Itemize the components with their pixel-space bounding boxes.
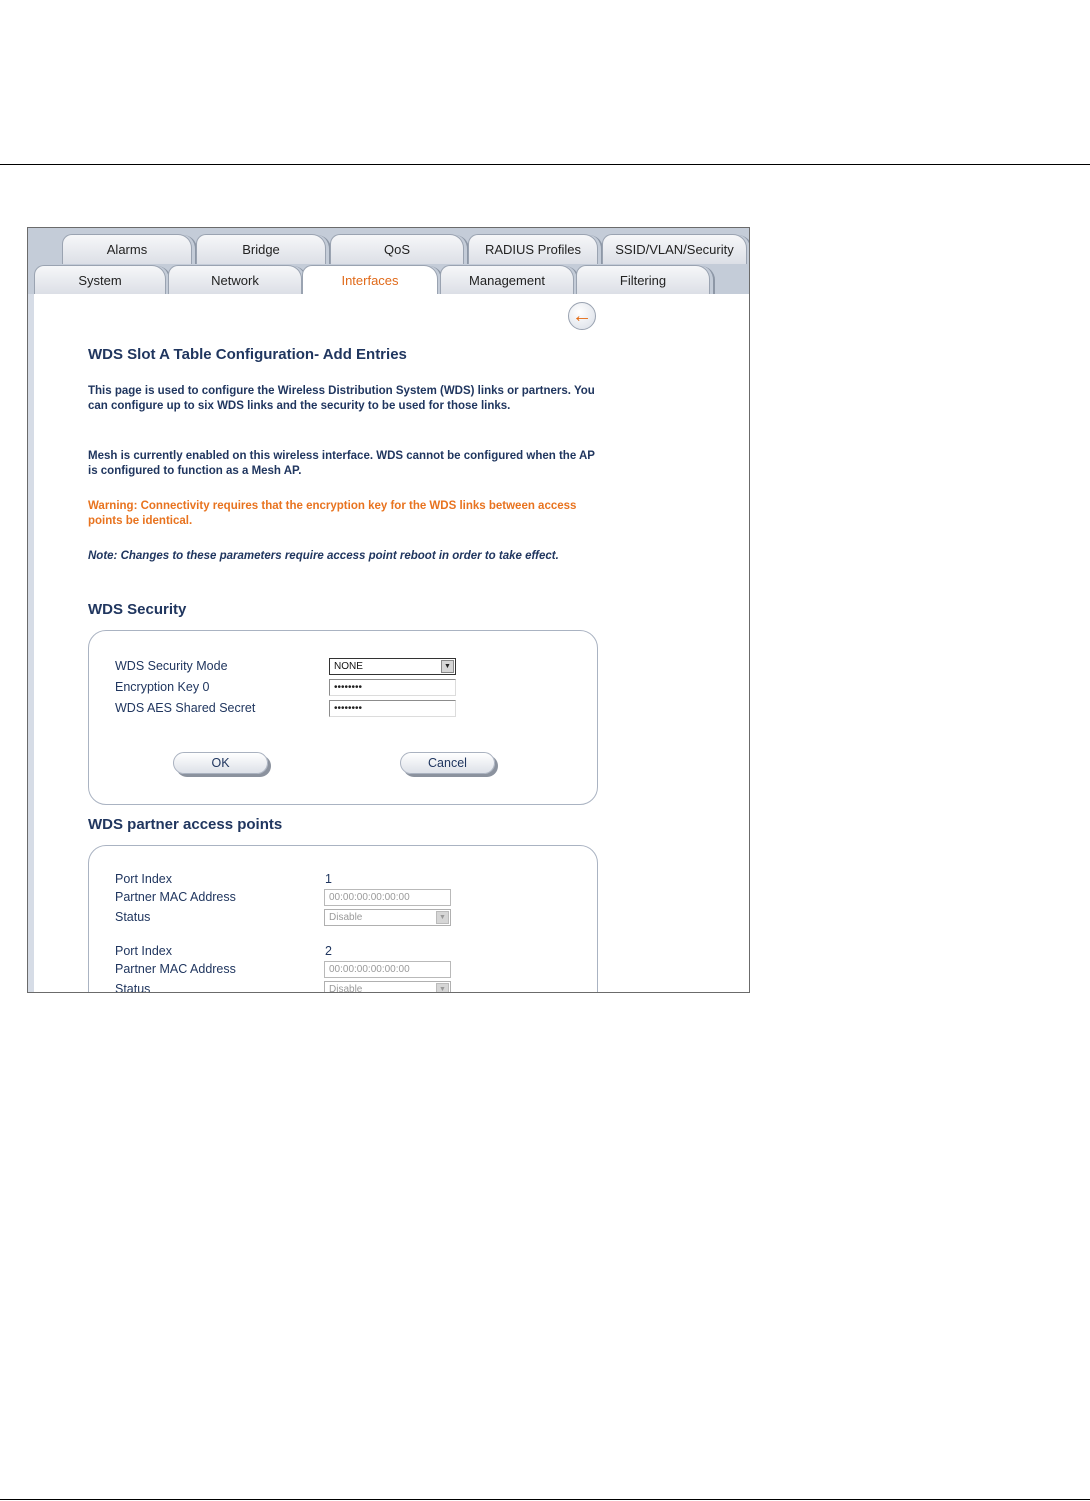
intro-text: This page is used to configure the Wireless Distribution System (WDS) links or partners. You can configure up to six WDS links and the security to be used for those links. bbox=[88, 385, 595, 412]
cancel-button[interactable]: Cancel bbox=[400, 752, 495, 774]
port-index-value: 1 bbox=[325, 872, 332, 886]
status-value: Disable bbox=[329, 984, 363, 993]
tab-filtering[interactable] bbox=[576, 265, 710, 294]
port-index-value: 2 bbox=[325, 944, 332, 958]
security-mode-select[interactable] bbox=[329, 658, 456, 675]
status-label: Status bbox=[115, 982, 151, 993]
tab-network[interactable] bbox=[168, 265, 302, 294]
tab-interfaces[interactable] bbox=[302, 265, 438, 294]
ok-button[interactable]: OK bbox=[173, 752, 268, 774]
back-arrow-glyph: ← bbox=[572, 304, 592, 327]
chevron-down-icon: ▼ bbox=[436, 911, 449, 924]
partner-mac-label: Partner MAC Address bbox=[115, 962, 236, 976]
tab-management[interactable] bbox=[440, 265, 574, 294]
tab-bar bbox=[28, 228, 749, 294]
tab-label: Management bbox=[469, 272, 545, 288]
partners-heading: WDS partner access points bbox=[88, 816, 283, 833]
status-select[interactable] bbox=[324, 909, 451, 926]
back-arrow-icon[interactable] bbox=[568, 302, 596, 330]
content-panel bbox=[28, 294, 749, 992]
page-bottom-rule bbox=[0, 1499, 1090, 1500]
status-select[interactable] bbox=[324, 981, 451, 993]
page-title: WDS Slot A Table Configuration- Add Entries bbox=[88, 346, 407, 363]
chevron-down-icon: ▼ bbox=[441, 660, 454, 673]
tab-radius-profiles[interactable] bbox=[468, 234, 598, 264]
status-label: Status bbox=[115, 910, 151, 924]
tab-system[interactable] bbox=[34, 265, 166, 294]
security-heading: WDS Security bbox=[88, 601, 187, 618]
tab-ssid-vlan-security[interactable] bbox=[602, 234, 747, 264]
tab-bridge[interactable] bbox=[196, 234, 326, 264]
chevron-down-icon: ▼ bbox=[436, 983, 449, 993]
partner-mac-label: Partner MAC Address bbox=[115, 890, 236, 904]
tab-label: System bbox=[78, 272, 122, 288]
tab-label: Interfaces bbox=[341, 272, 399, 288]
tab-label: QoS bbox=[383, 242, 410, 257]
note-text: Note: Changes to these parameters require access point reboot in order to take effect. bbox=[88, 550, 559, 562]
tab-alarms[interactable] bbox=[62, 234, 192, 264]
partner-mac-field[interactable]: 00:00:00:00:00:00 bbox=[324, 889, 451, 906]
tab-label: RADIUS Profiles bbox=[484, 242, 582, 257]
port-index-label: Port Index bbox=[115, 872, 172, 886]
aes-secret-field[interactable]: •••••••• bbox=[329, 700, 456, 717]
tab-label: Bridge bbox=[242, 242, 280, 257]
encryption-key-field[interactable]: •••••••• bbox=[329, 679, 456, 696]
tab-qos[interactable] bbox=[330, 234, 464, 264]
mesh-notice: Mesh is currently enabled on this wireless interface. WDS cannot be configured when the AP is configured to function as a Mesh AP. bbox=[88, 450, 595, 477]
port-index-label: Port Index bbox=[115, 944, 172, 958]
partners-box bbox=[88, 845, 598, 993]
status-value: Disable bbox=[329, 912, 363, 923]
warning-text: Warning: Connectivity requires that the encryption key for the WDS links between access points be identical. bbox=[88, 500, 577, 527]
security-mode-value: NONE bbox=[334, 661, 363, 672]
page-top-rule bbox=[0, 164, 1090, 165]
tab-label: Filtering bbox=[619, 272, 667, 288]
tab-label: Alarms bbox=[106, 242, 148, 257]
security-box bbox=[88, 630, 598, 805]
screenshot-frame bbox=[27, 227, 750, 993]
partner-mac-field[interactable]: 00:00:00:00:00:00 bbox=[324, 961, 451, 978]
security-mode-label: WDS Security Mode bbox=[115, 659, 228, 673]
encryption-key-label: Encryption Key 0 bbox=[115, 680, 210, 694]
tab-label: SSID/VLAN/Security bbox=[615, 242, 734, 257]
tab-label: Network bbox=[211, 272, 259, 288]
aes-secret-label: WDS AES Shared Secret bbox=[115, 701, 256, 715]
